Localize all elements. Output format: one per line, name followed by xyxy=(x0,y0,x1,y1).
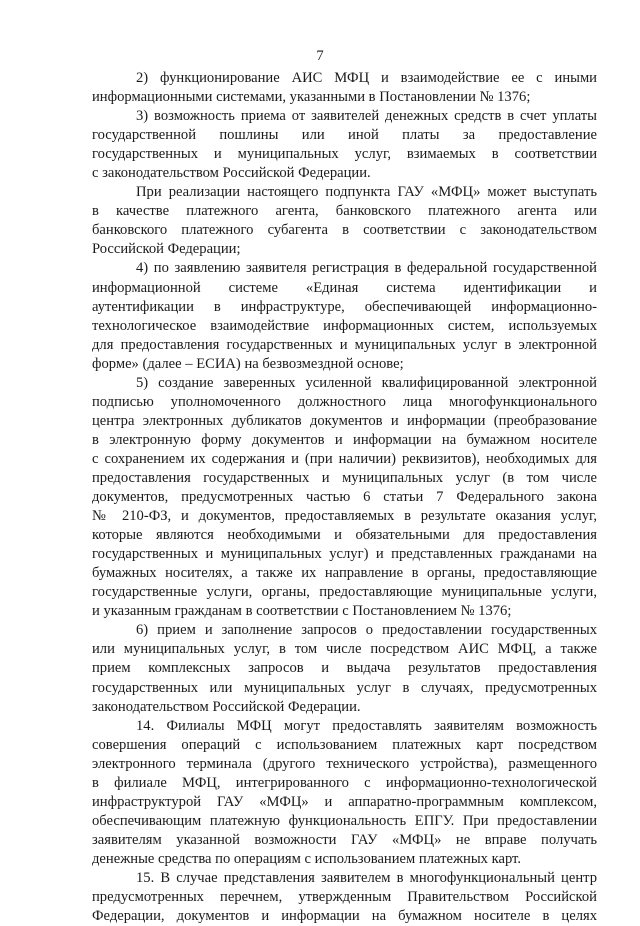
paragraph-item-6 xyxy=(92,621,597,716)
text-line: Федерации, документов и информации на бумажном носителе в целях xyxy=(92,908,597,925)
text-line: электронного терминала (другого технического устройства), размещенного xyxy=(92,755,597,772)
text-line: в качестве платежного агента, банковского платежного агента или xyxy=(92,203,597,220)
paragraph-item-14 xyxy=(92,717,597,869)
text-line: или муниципальных услуг, в том числе посредством АИС МФЦ, а также xyxy=(92,641,597,658)
text-line: которые являются необходимыми и обязательными для предоставления xyxy=(92,527,597,544)
text-line: 15. В случае представления заявителем в многофункциональный центр xyxy=(136,869,597,886)
text-line: При реализации настоящего подпункта ГАУ «МФЦ» может выступать xyxy=(136,184,597,201)
text-line: совершения операций с использованием платежных карт посредством xyxy=(92,736,597,753)
text-line: в электронную форму документов и информации на бумажном носителе xyxy=(92,431,597,448)
text-line: прием комплексных запросов и выдача результатов предоставления xyxy=(92,660,597,677)
text-line: подписью уполномоченного должностного лица многофункционального xyxy=(92,393,597,410)
text-line: с сохранением их содержания и (при наличии) реквизитов), необходимых для xyxy=(92,450,597,467)
text-line: 2) функционирование АИС МФЦ и взаимодействие ее с иными xyxy=(136,70,597,86)
paragraph-item-4 xyxy=(92,259,597,373)
text-line: для предоставления государственных и муниципальных услуг в электронной xyxy=(92,336,597,353)
text-line: и указанным гражданам в соответствии с Постановлением № 1376; xyxy=(92,603,512,620)
text-line: банковского платежного субагента в соответствии с законодательством xyxy=(92,222,597,239)
paragraph-item-5 xyxy=(92,374,597,622)
document-body xyxy=(92,69,597,926)
text-line: государственные услуги, органы, предоставляющие муниципальные услуги, xyxy=(92,584,597,601)
text-line: информационной системе «Единая система идентификации и xyxy=(92,279,597,296)
text-line: № 210-ФЗ, и документов, предоставляемых в результате оказания услуг, xyxy=(92,508,597,525)
text-line: технологическое взаимодействие информационных систем, используемых xyxy=(92,317,597,334)
text-line: с законодательством Российской Федерации. xyxy=(92,165,371,182)
text-line: 4) по заявлению заявителя регистрация в федеральной государственной xyxy=(136,260,597,277)
text-line: информационными системами, указанными в Постановлении № 1376; xyxy=(92,89,531,106)
text-line: заявителям указанной возможности ГАУ «МФЦ» не вправе получать xyxy=(92,831,597,848)
text-line: предоставления государственных и муниципальных услуг (в том числе xyxy=(92,469,597,486)
text-line: центра электронных дубликатов документов и информации (преобразование xyxy=(92,412,597,429)
text-line: государственных и муниципальных услуг, взимаемых в соответствии xyxy=(92,146,597,163)
text-line: законодательством Российской Федерации. xyxy=(92,698,361,715)
text-line: государственных и муниципальных услуг) и представленных гражданами на xyxy=(92,546,597,563)
page-number: 7 xyxy=(316,48,324,64)
text-line: бумажных носителях, а также их направление в органы, предоставляющие xyxy=(92,565,597,582)
paragraph-payment-agent xyxy=(92,183,597,259)
text-line: аутентификации в инфраструктуре, обеспечивающей информационно- xyxy=(92,298,597,315)
text-line: в филиале МФЦ, интегрированного с информационно-технологической xyxy=(92,774,597,791)
text-line: обеспечивающим платежную функциональность ЕПГУ. При предоставлении xyxy=(92,812,597,829)
text-line: Российской Федерации; xyxy=(92,241,241,258)
text-line: документов, предусмотренных частью 6 статьи 7 Федерального закона xyxy=(92,489,597,506)
text-line: 3) возможность приема от заявителей денежных средств в счет уплаты xyxy=(136,108,597,125)
text-line: денежные средства по операциям с использованием платежных карт. xyxy=(92,850,521,867)
paragraph-item-2 xyxy=(92,69,597,107)
text-line: предусмотренных перечнем, утвержденным Правительством Российской xyxy=(92,889,597,906)
text-line: государственных или муниципальных услуг в случаях, предусмотренных xyxy=(92,679,597,696)
text-line: форме» (далее – ЕСИА) на безвозмездной основе; xyxy=(92,355,404,372)
text-line: 14. Филиалы МФЦ могут предоставлять заявителям возможность xyxy=(136,717,597,734)
text-line: государственной пошлины или иной платы за предоставление xyxy=(92,127,597,144)
text-line: инфраструктурой ГАУ «МФЦ» и аппаратно-программным комплексом, xyxy=(92,793,597,810)
paragraph-item-15 xyxy=(92,869,597,926)
text-line: 6) прием и заполнение запросов о предоставлении государственных xyxy=(136,622,597,639)
text-line: 5) создание заверенных усиленной квалифицированной электронной xyxy=(136,374,597,391)
paragraph-item-3 xyxy=(92,107,597,183)
